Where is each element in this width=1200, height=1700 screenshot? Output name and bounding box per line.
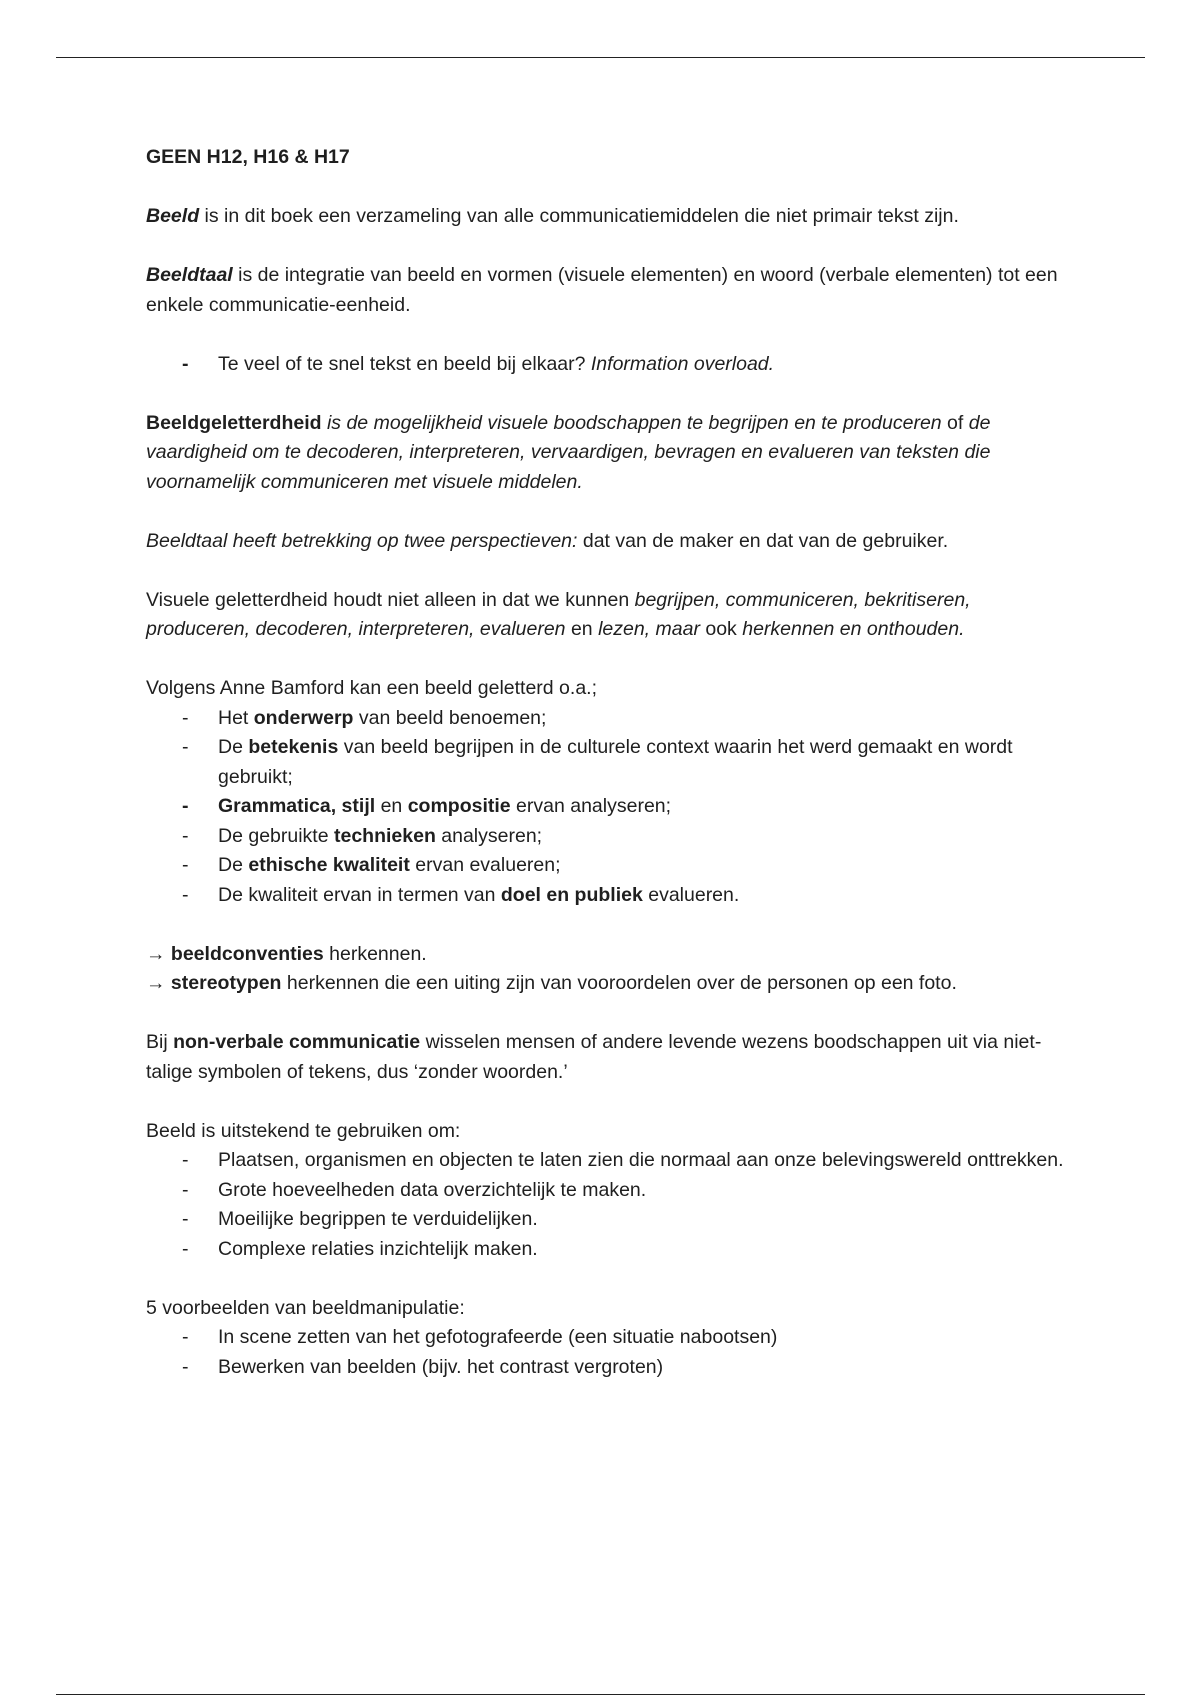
manipulatie-intro: 5 voorbeelden van beeldmanipulatie: — [146, 1296, 465, 1319]
list-item: - Grote hoeveelheden data overzichtelijk te maken. — [146, 1176, 1066, 1206]
arrow-line-stereotypen: → stereotypen herkennen die een uiting zijn van vooroordelen over de personen op een foto. — [146, 972, 957, 994]
manipulatie-list — [146, 1323, 1066, 1382]
para-beeldgeletterdheid: Beeldgeletterdheid is de mogelijkheid visuele boodschappen te begrijpen en te produceren of de vaardigheid om te decoderen, interpreteren, vervaardigen, bevragen en evalueren van teksten die voornamelijk communiceren met visuele middelen. — [146, 411, 991, 493]
gebruik-intro: Beeld is uitstekend te gebruiken om: — [146, 1119, 461, 1142]
list-item: - Te veel of te snel tekst en beeld bij elkaar? Information overload. — [146, 350, 1066, 380]
doc-title: GEEN H12, H16 & H17 — [146, 146, 350, 168]
list-item: - De ethische kwaliteit ervan evalueren; — [146, 851, 1066, 881]
para-visuele-geletterdheid: Visuele geletterdheid houdt niet alleen in dat we kunnen begrijpen, communiceren, bekritiseren, produceren, decoderen, interpreteren, evalueren en lezen, maar ook herkennen en onthouden. — [146, 588, 971, 640]
para-non-verbaal: Bij non-verbale communicatie wisselen mensen of andere levende wezens boodschappen uit via niet-talige symbolen of tekens, dus ‘zonder woorden.’ — [146, 1031, 1042, 1083]
list-item: - De kwaliteit ervan in termen van doel en publiek evalueren. — [146, 881, 1066, 911]
list-item: - Bewerken van beelden (bijv. het contrast vergroten) — [146, 1353, 1066, 1383]
term-beeldgeletterdheid: Beeldgeletterdheid — [146, 411, 322, 434]
document-body — [146, 143, 1066, 1382]
term-beeldtaal: Beeldtaal — [146, 264, 233, 286]
list-item: - Grammatica, stijl en compositie ervan analyseren; — [146, 792, 1066, 822]
list-item: - Complexe relaties inzichtelijk maken. — [146, 1235, 1066, 1265]
arrow-icon: → — [146, 972, 171, 994]
overload-list — [146, 350, 1066, 380]
para-perspectieven: Beeldtaal heeft betrekking op twee perspectieven: dat van de maker en dat van de gebruiker. — [146, 529, 949, 552]
list-item: - De gebruikte technieken analyseren; — [146, 822, 1066, 852]
list-item: - Moeilijke begrippen te verduidelijken. — [146, 1205, 1066, 1235]
list-item: - In scene zetten van het gefotografeerde (een situatie nabootsen) — [146, 1323, 1066, 1353]
bamford-list — [146, 704, 1066, 911]
para-beeld: Beeld is in dit boek een verzameling van alle communicatiemiddelen die niet primair tekst zijn. — [146, 205, 959, 227]
list-item: - De betekenis van beeld begrijpen in de culturele context waarin het werd gemaakt en wordt gebruikt; — [146, 733, 1066, 792]
arrow-line-conventies: → beeldconventies herkennen. — [146, 942, 427, 965]
term-beeld: Beeld — [146, 205, 200, 227]
list-item: - Het onderwerp van beeld benoemen; — [146, 704, 1066, 734]
gebruik-list — [146, 1146, 1066, 1264]
arrow-icon: → — [146, 942, 171, 965]
top-rule — [56, 57, 1145, 58]
para-beeldtaal: Beeldtaal is de integratie van beeld en vormen (visuele elementen) en woord (verbale elementen) tot een enkele communicatie-eenheid. — [146, 264, 1058, 316]
list-item: - Plaatsen, organismen en objecten te laten zien die normaal aan onze belevingswereld onttrekken. — [146, 1146, 1066, 1176]
bamford-intro: Volgens Anne Bamford kan een beeld geletterd o.a.; — [146, 677, 597, 699]
bottom-rule — [56, 1694, 1145, 1695]
